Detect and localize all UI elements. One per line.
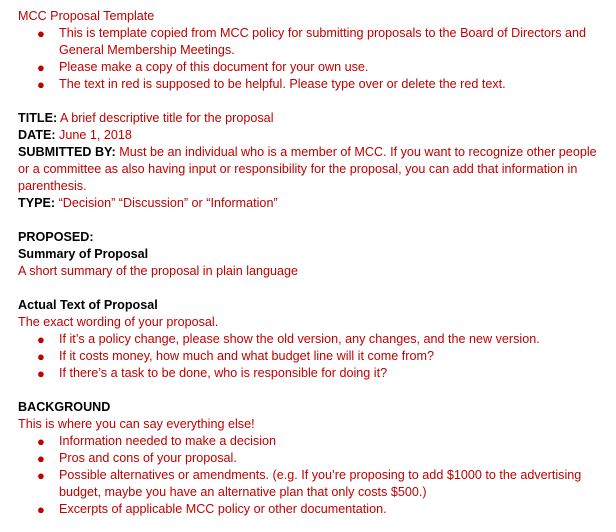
document-title: MCC Proposal Template [18,9,155,23]
actual-text-bullet-list [18,331,610,382]
list-item: ● Pros and cons of your proposal. [37,451,237,466]
list-item: ● If there’s a task to be done, who is responsible for doing it? [37,366,388,381]
submitted-by-value: Must be an individual who is a member of MCC. If you want to recognize other people or a committee as also having input or responsibility for the proposal, you can add that information in parenthesis. [18,145,597,193]
title-label: TITLE: [18,111,58,125]
date-label: DATE: [18,128,56,142]
bullet-icon: ● [37,502,45,517]
proposed-heading: PROPOSED: [18,230,94,244]
spacer [18,382,610,399]
bullet-icon: ● [37,349,45,364]
summary-heading: Summary of Proposal [18,247,149,261]
list-item: ● Information needed to make a decision [37,434,277,449]
title-value: A brief descriptive title for the proposal [59,111,274,125]
bullet-icon: ● [37,366,45,381]
bullet-icon: ● [37,332,45,347]
list-item: ● If it costs money, how much and what budget line will it come from? [37,349,434,364]
bullet-icon: ● [37,468,45,483]
spacer [18,212,610,229]
background-heading: BACKGROUND [18,400,111,414]
list-item: ● Excerpts of applicable MCC policy or other documentation. [37,502,387,517]
bullet-icon: ● [37,434,45,449]
submitted-by-label: SUBMITTED BY: [18,145,116,159]
actual-text-heading: Actual Text of Proposal [18,298,158,312]
bullet-icon: ● [37,26,45,41]
background-intro: This is where you can say everything else! [18,417,255,431]
summary-text: A short summary of the proposal in plain language [18,264,299,278]
actual-text-intro: The exact wording of your proposal. [18,315,219,329]
list-item: ● The text in red is supposed to be helpful. Please type over or delete the red text. [37,77,506,92]
spacer [18,280,610,297]
bullet-icon: ● [37,451,45,466]
type-field [18,195,610,212]
list-item: ● Possible alternatives or amendments. (e.g. If you’re proposing to add $1000 to the advertising budget, maybe you have an alternative plan that only costs $500.) [37,468,582,499]
document-page [18,8,610,518]
bullet-icon: ● [37,77,45,92]
date-value: June 1, 2018 [59,128,132,142]
list-item: ● If it’s a policy change, please show the old version, any changes, and the new version. [37,332,540,347]
bullet-icon: ● [37,60,45,75]
background-bullet-list [18,433,610,518]
submitted-by-field [18,144,610,195]
spacer [18,93,610,110]
title-field [18,110,610,127]
list-item: ● This is template copied from MCC policy for submitting proposals to the Board of Directors and General Membership Meetings. [37,26,587,57]
type-value: “Decision” “Discussion” or “Information” [58,196,278,210]
list-item: ● Please make a copy of this document for your own use. [37,60,369,75]
intro-bullet-list [18,25,610,93]
date-field [18,127,610,144]
type-label: TYPE: [18,196,56,210]
